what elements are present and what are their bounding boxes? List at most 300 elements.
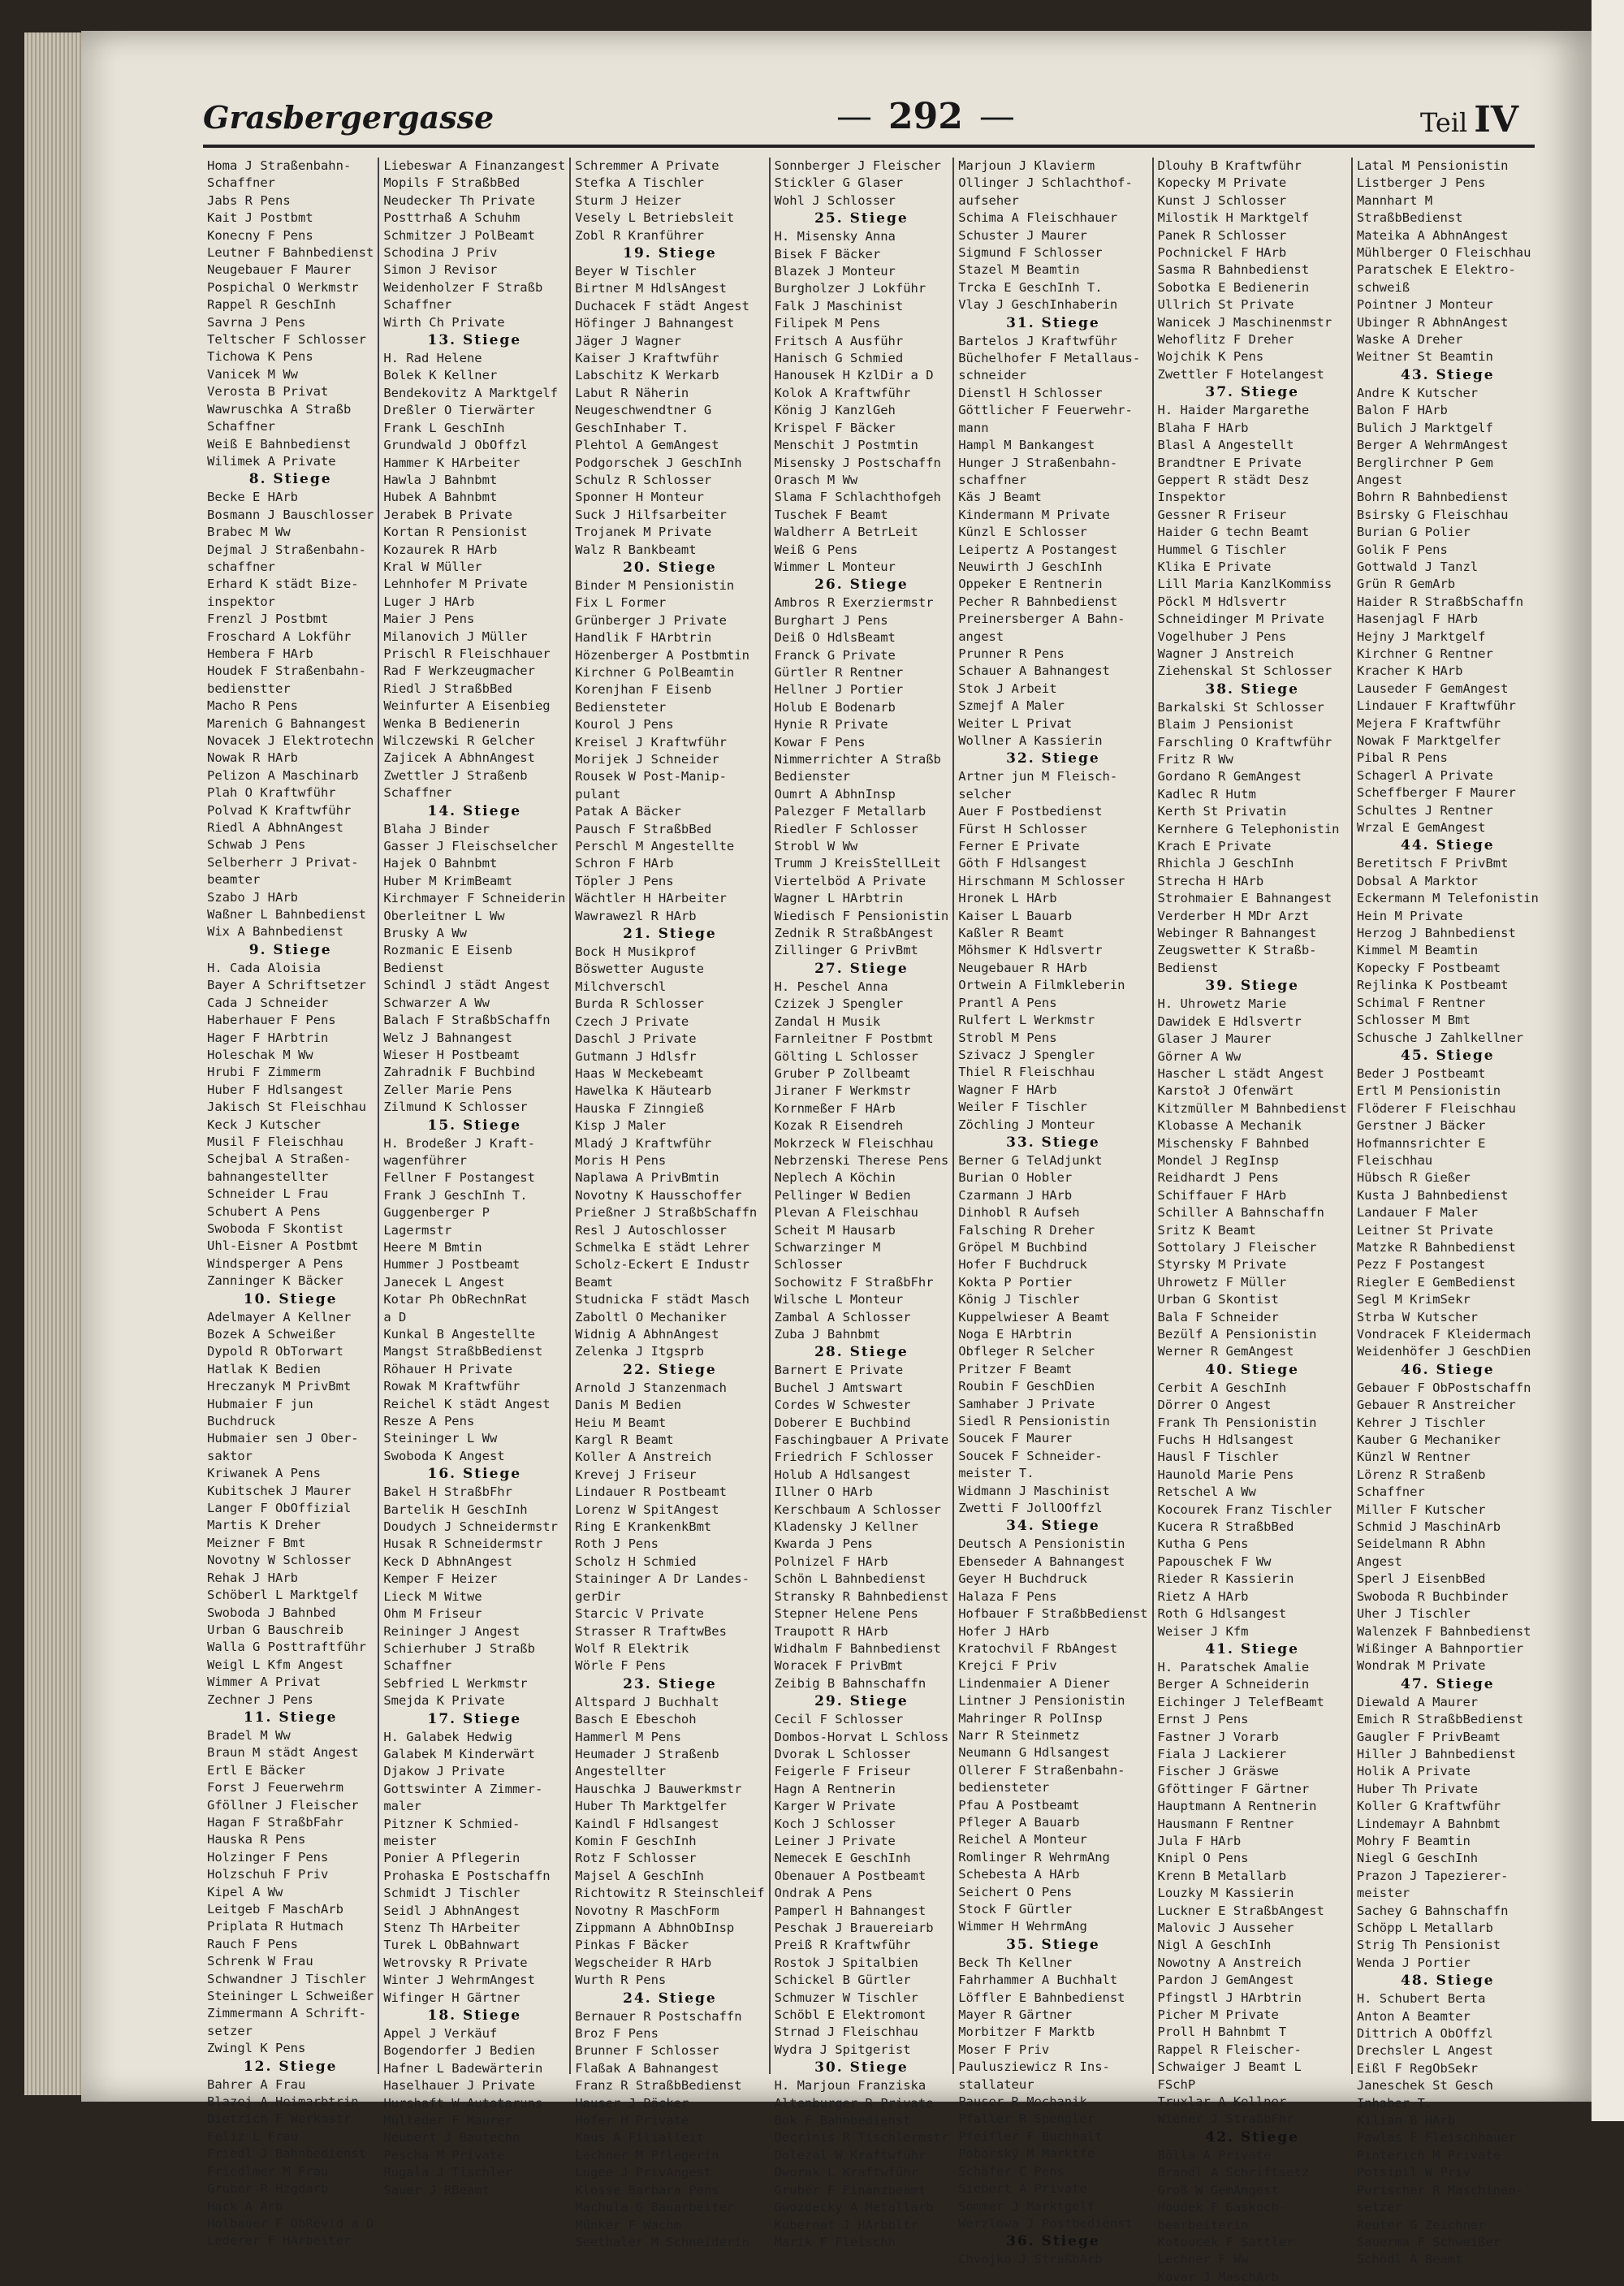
resident-entry: H. Cada Aloisia <box>207 960 321 975</box>
resident-entry: Gruber P Zollbeamt <box>774 1065 911 1081</box>
page-number: — 292 — <box>836 96 1015 137</box>
resident-entry: Poborský M Marktfe <box>958 2146 1095 2162</box>
resident-entry: H. Marjoun Franziska <box>774 2078 926 2094</box>
resident-entry: Turek L ObBahnwart <box>383 1938 520 1953</box>
resident-entry: Kisp J Maler <box>575 1118 667 1134</box>
resident-entry: Vlay J GeschInhaberin <box>958 297 1118 313</box>
resident-entry: Obfleger R Selcher <box>958 1344 1095 1359</box>
resident-entry: Sottolary J Fleischer <box>1157 1239 1317 1255</box>
stair-heading: 37. Stiege <box>1205 384 1299 401</box>
resident-entry: Mateika A AbhnAngest <box>1356 227 1509 243</box>
resident-entry: Hausmann F Rentner <box>1157 1816 1294 1831</box>
resident-entry: Nowak F Marktgelfer <box>1356 733 1501 748</box>
resident-entry: Pitzner K Schmied- <box>383 1816 520 1831</box>
resident-entry: Lechner F Ww <box>1157 2252 1249 2267</box>
resident-entry: Czizek J Spengler <box>774 996 904 1012</box>
stair-heading: 24. Stiege <box>623 1990 717 2007</box>
resident-entry: Waßner L Bahnbedienst <box>207 907 366 923</box>
stair-heading: 10. Stiege <box>243 1290 338 1307</box>
resident-entry: Duchacek F städt Angest <box>575 298 749 313</box>
resident-entry: Kaßler R Beamt <box>958 926 1065 941</box>
resident-entry: Samhaber J Private <box>958 1396 1095 1411</box>
resident-entry: Kaindl F Hdlsangest <box>575 1816 719 1831</box>
resident-entry: Franck G Private <box>774 647 896 663</box>
resident-entry: Stepner Helene Pens <box>774 1606 918 1622</box>
resident-entry: Brandl A Schriftsetz <box>1157 2165 1310 2180</box>
stair-heading: 36. Stiege <box>1006 2233 1100 2250</box>
stair-heading: 19. Stiege <box>623 245 717 262</box>
resident-entry: Klika E Private <box>1157 559 1272 574</box>
resident-entry: Wurth R Pens <box>575 1973 667 1988</box>
resident-entry: Künzl E Schlosser <box>958 525 1087 540</box>
resident-entry: Schremmer A Private <box>575 158 719 173</box>
resident-entry: Szmejf A Maler <box>958 698 1065 714</box>
resident-entry: Verderber H MDr Arzt <box>1157 908 1310 923</box>
resident-entry: Brusky A Ww <box>383 926 467 941</box>
resident-entry: Kimmel M Beamtin <box>1356 943 1479 958</box>
resident-entry: Kucera R StraßbBed <box>1157 1519 1294 1535</box>
resident-entry: Zelenka J Itgsprb <box>575 1344 704 1359</box>
resident-entry: Basch E Ebeschoh <box>575 1712 697 1727</box>
resident-entry: Richtowitz R Steinschleif <box>575 1886 765 1901</box>
resident-entry: Bradel M Ww <box>207 1727 291 1743</box>
resident-entry: Polnizel F HArb <box>774 1554 888 1569</box>
resident-entry: Roth G Hdlsangest <box>1157 1606 1287 1622</box>
resident-entry: Gruber F Finanzbeamt <box>774 2182 926 2197</box>
resident-entry: Riedl A AbhnAngest <box>207 820 343 836</box>
resident-entry: Schöbl E Elektromont <box>774 2007 926 2023</box>
resident-entry: Oumrt A AbhnInsp <box>774 786 896 802</box>
resident-entry: Hammerl M Pens <box>575 1729 681 1744</box>
stair-heading: 46. Stiege <box>1400 1361 1495 1378</box>
resident-entry: Neplech A Köchin <box>774 1170 896 1186</box>
resident-entry: Kovar J MaschArb <box>1157 2269 1279 2284</box>
resident-entry: Wagner J Anstreich <box>1157 646 1294 661</box>
resident-entry: Diewald A Maurer <box>1356 1694 1479 1709</box>
resident-entry: Papouschek F Ww <box>1157 1554 1272 1569</box>
resident-entry: Koller G Kraftwführ <box>1356 1799 1501 1814</box>
resident-entry: angest <box>958 629 1004 644</box>
resident-entry: Kaiser J Kraftwführ <box>575 351 719 366</box>
resident-entry: Czech J Private <box>575 1013 689 1029</box>
resident-entry: Brabec M Ww <box>207 525 291 540</box>
stair-heading: 13. Stiege <box>427 332 522 349</box>
resident-entry: Wimmer L Monteur <box>774 559 896 574</box>
resident-entry: Käs J Beamt <box>958 490 1042 505</box>
resident-entry: Kotar Ph ObRechnRat <box>383 1292 528 1307</box>
resident-entry: Woracek F PrivBmt <box>774 1658 904 1674</box>
resident-entry: Pospichal O Werkmstr <box>207 279 359 295</box>
resident-entry: Deiß O HdlsBeamt <box>774 630 896 646</box>
resident-entry: Hatlak K Bedien <box>207 1361 321 1376</box>
stair-heading: 32. Stiege <box>1006 750 1100 767</box>
resident-entry: Pausch F StraßbBed <box>575 821 712 836</box>
resident-entry: Altenburger R Private <box>774 2095 934 2111</box>
resident-entry: Stefka A Tischler <box>575 175 704 191</box>
resident-entry: Bozek A Schweißer <box>207 1327 336 1342</box>
resident-entry: Lagermstr <box>383 1222 452 1238</box>
resident-entry: Schwarzer A Ww <box>383 995 490 1010</box>
resident-entry: Klosse Barbara Pens <box>575 2182 719 2197</box>
resident-entry: Feigerle F Friseur <box>774 1764 911 1779</box>
resident-entry: Keck J Kutscher <box>207 1117 321 1132</box>
resident-entry: Zippmann A AbhnObInsp <box>575 1921 735 1935</box>
resident-entry: Hrubi F Zimmerm <box>207 1065 321 1080</box>
resident-entry: Pointner J Monteur <box>1356 297 1493 313</box>
resident-entry: Schaffner <box>1356 1484 1425 1500</box>
resident-entry: Teltscher F Schlosser <box>207 332 366 348</box>
resident-entry: Burgholzer J Lokführ <box>774 281 926 296</box>
resident-entry: Gebauer F ObPostschaffn <box>1356 1380 1531 1395</box>
resident-entry: Erhard K städt Bize- <box>207 577 359 592</box>
resident-entry: Pfaller R Spengler <box>958 2111 1095 2127</box>
resident-entry: Wörle F Pens <box>575 1658 667 1674</box>
resident-entry: Seidelmann R Abhn <box>1356 1536 1486 1552</box>
stair-heading: 35. Stiege <box>1006 1936 1100 1953</box>
resident-entry: Wawrawezl R HArb <box>575 908 697 923</box>
resident-entry: Trcka E GeschInh T. <box>958 279 1103 295</box>
resident-entry: Golik F Pens <box>1356 542 1448 557</box>
resident-entry: Rozmanic E Eisenb <box>383 943 512 958</box>
resident-entry: Webinger R Bahnangest <box>1157 926 1317 941</box>
resident-entry: Peschak J Brauereiarb <box>774 1921 934 1935</box>
resident-entry: Kortan R Pensionist <box>383 525 528 540</box>
resident-entry: Kernhere G Telephonistin <box>1157 821 1340 836</box>
resident-entry: Kerschbaum A Schlosser <box>774 1502 941 1517</box>
resident-entry: Hauska F Zinngieß <box>575 1100 704 1116</box>
resident-entry: Strasser R TraftwBes <box>575 1623 727 1639</box>
resident-entry: Novacek J Elektrotechn <box>207 733 374 748</box>
resident-entry: Wilsche L Monteur <box>774 1292 904 1307</box>
resident-entry: Zwettler F Hotelangest <box>1157 366 1324 382</box>
resident-entry: Hein M Private <box>1356 908 1463 923</box>
resident-entry: Pellinger W Bedien <box>774 1187 911 1203</box>
resident-entry: Naplawa A PrivBmtin <box>575 1170 719 1186</box>
resident-entry: Burghart J Pens <box>774 612 888 628</box>
resident-entry: Preinersberger A Bahn- <box>958 611 1125 627</box>
resident-entry: Schwaiger J Beamt L <box>1157 2059 1302 2075</box>
resident-entry: Schickel B Gürtler <box>774 1973 911 1988</box>
resident-entry: Louzky M Kassierin <box>1157 1886 1294 1901</box>
resident-entry: Martis K Dreher <box>207 1518 321 1533</box>
resident-entry: Majsel A GeschInh <box>575 1868 704 1883</box>
resident-entry: Bedienst <box>1157 960 1219 975</box>
resident-entry: Dörrer O Angest <box>1157 1398 1272 1413</box>
resident-entry: Welz J Bahnangest <box>383 1030 512 1045</box>
resident-entry: Hurshaft W Autotaruns <box>383 2095 543 2111</box>
resident-entry: Kral W Müller <box>383 559 482 574</box>
resident-entry: Dolezal W Kraftwführ <box>774 2147 926 2163</box>
resident-entry: Fix L Former <box>575 595 667 611</box>
resident-entry: Pardon J GemAngest <box>1157 1973 1294 1988</box>
resident-entry: Groß W GemAngest <box>1157 2182 1279 2197</box>
resident-entry: Flöderer F Fleischhau <box>1356 1100 1516 1116</box>
resident-entry: Reichel A Monteur <box>958 1832 1087 1847</box>
resident-entry: Hagan F StraßbFahr <box>207 1814 343 1830</box>
stair-heading: 22. Stiege <box>623 1361 717 1378</box>
column-1 <box>203 158 379 2249</box>
resident-entry: Kindermann M Private <box>958 507 1110 522</box>
resident-entry: Angestellter <box>575 1764 667 1779</box>
resident-entry: GeschInhaber T. <box>575 420 689 435</box>
resident-entry: Holub A Hdlsangest <box>774 1467 911 1482</box>
resident-entry: Scholz H Schmied <box>575 1554 697 1569</box>
resident-entry: Inhaber T. <box>1356 2095 1433 2111</box>
stair-heading: 23. Stiege <box>623 1675 717 1692</box>
resident-entry: Musil F Fleischhau <box>207 1134 343 1149</box>
resident-entry: Filipek M Pens <box>774 316 881 331</box>
resident-entry: Zeibig B Bahnschaffn <box>774 1675 926 1691</box>
resident-entry: Zobl R Kranführer <box>575 227 704 243</box>
resident-entry: Dworak L Kraftwführ <box>774 2165 918 2180</box>
resident-entry: Gwozdecky A Metallarb <box>774 2200 934 2215</box>
resident-entry: Schödl A Beamt <box>1356 2252 1463 2267</box>
resident-entry: Bahrer A Frau <box>207 2076 306 2092</box>
resident-entry: Hreczanyk M PrivBmt <box>207 1379 352 1394</box>
resident-entry: Wetrovsky R Private <box>383 1955 528 1970</box>
resident-entry: Kirchmayer F Schneiderin <box>383 891 566 906</box>
resident-entry: Schmuzer W Tischler <box>774 1990 918 2005</box>
resident-entry: Weidenhöfer J GeschDien <box>1356 1344 1531 1359</box>
resident-entry: Bedienst <box>383 960 444 975</box>
resident-entry: Koller A Anstreich <box>575 1450 712 1465</box>
resident-entry: Hummel G Tischler <box>1157 542 1287 557</box>
resident-entry: pulant <box>575 786 621 802</box>
resident-entry: Prazon J Tapezierer- <box>1356 1868 1509 1883</box>
column-4 <box>771 158 955 2249</box>
resident-entry: Illner O HArb <box>774 1484 873 1500</box>
resident-entry: Jerabek B Private <box>383 507 512 522</box>
resident-entry: Hirschmann M Schlosser <box>958 873 1125 888</box>
resident-entry: Hofer J HArb <box>958 1623 1050 1639</box>
column-2 <box>379 158 571 2197</box>
resident-entry: Wilimek A Private <box>207 453 336 469</box>
resident-entry: Ollerer F Straßenbahn- <box>958 1762 1125 1778</box>
resident-entry: Holik A Private <box>1356 1764 1471 1779</box>
resident-entry: Kuppelwieser A Beamt <box>958 1309 1110 1324</box>
resident-entry: Rugala J Tischler <box>383 2165 512 2180</box>
resident-entry: Dietrich F Werkmstr <box>207 2111 352 2127</box>
resident-entry: Savrna J Pens <box>207 314 306 330</box>
resident-entry: Slama F Schlachthofgeh <box>774 490 941 505</box>
resident-entry: wagenführer <box>383 1152 467 1168</box>
resident-entry: Djakow J Private <box>383 1764 505 1779</box>
resident-entry: Kowar F Pens <box>774 734 866 750</box>
resident-entry: Stransky R Bahnbedienst <box>774 1588 949 1604</box>
resident-entry: Schima A Fleischhauer <box>958 210 1118 226</box>
resident-entry: Guggenberger P <box>383 1205 490 1221</box>
resident-entry: Staininger A Dr Landes- <box>575 1571 749 1587</box>
resident-entry: Schön L Bahnbedienst <box>774 1571 926 1587</box>
resident-entry: Haider R StraßbSchaffn <box>1356 594 1524 609</box>
column-3 <box>571 158 770 2249</box>
resident-entry: Noga E HArbtrin <box>958 1327 1073 1342</box>
resident-entry: Tuschek F Beamt <box>774 507 888 522</box>
resident-entry: Grünberger J Private <box>575 612 727 628</box>
resident-entry: Riegler E GemBedienst <box>1356 1274 1516 1290</box>
resident-entry: Kocourek Franz Tischler <box>1157 1502 1332 1517</box>
resident-entry: setzer <box>1356 2200 1402 2215</box>
resident-entry: a D <box>383 1309 407 1324</box>
adjacent-page-edge <box>1592 0 1624 2121</box>
resident-entry: Burian O Hobler <box>958 1170 1073 1186</box>
resident-entry: Töpler J Pens <box>575 873 674 888</box>
resident-entry: Hejny J Marktgelf <box>1356 629 1486 644</box>
resident-entry: Hanisch G Schmied <box>774 351 904 366</box>
resident-entry: Schindl J städt Angest <box>383 978 551 993</box>
resident-entry: Schwandner J Tischler <box>207 1971 366 1986</box>
resident-entry: Wydra J Spitgerist <box>774 2042 911 2057</box>
resident-entry: Anton A Beamter <box>1356 2008 1471 2024</box>
resident-entry: Mannhart M <box>1356 192 1433 208</box>
resident-entry: Milostik H Marktgelf <box>1157 210 1310 226</box>
resident-entry: Wanicek J Maschinenmstr <box>1157 314 1332 330</box>
resident-entry: Doudych J Schneidermstr <box>383 1519 558 1535</box>
resident-entry: Pelizon A Maschinarb <box>207 767 359 783</box>
resident-entry: Gürtler R Rentner <box>774 664 904 680</box>
resident-entry: Altspard J Buchhalt <box>575 1694 719 1709</box>
resident-entry: Wächtler H HArbeiter <box>575 891 727 906</box>
resident-entry: Uhl-Eisner A Postbmt <box>207 1238 359 1254</box>
resident-entry: Hampl M Bankangest <box>958 438 1095 453</box>
resident-entry: Jula F HArb <box>1157 1833 1242 1848</box>
resident-entry: Bok F Bahnbedienst <box>774 2113 911 2128</box>
resident-entry: Widhalm F Bahnbedienst <box>774 1640 941 1656</box>
resident-entry: Mayer R Gärtner <box>958 2007 1073 2023</box>
resident-entry: Schlosser <box>774 1257 843 1273</box>
resident-entry: Kadlec R Hutm <box>1157 786 1256 802</box>
resident-entry: Milanovich J Müller <box>383 629 528 644</box>
resident-entry: Emich R StraßbBedienst <box>1356 1712 1524 1727</box>
resident-entry: maler <box>383 1799 421 1814</box>
resident-entry: Lechner M Pflegerin <box>575 2147 719 2163</box>
resident-entry: Geyer H Buchdruck <box>958 1571 1087 1587</box>
resident-entry: Windsperger A Pens <box>207 1255 343 1271</box>
resident-entry: Huber Th Private <box>1356 1781 1479 1796</box>
resident-entry: Hascher L städt Angest <box>1157 1065 1324 1081</box>
resident-entry: Fastner J Vorarb <box>1157 1729 1279 1744</box>
resident-entry: Krach E Private <box>1157 839 1272 854</box>
resident-entry: Dejmal J Straßenbahn- <box>207 542 366 557</box>
stair-heading: 47. Stiege <box>1400 1675 1495 1692</box>
resident-entry: Uher J Tischler <box>1356 1606 1471 1622</box>
resident-entry: Houdek F Straßenbahn- <box>207 663 366 679</box>
resident-entry: gerDir <box>575 1588 621 1604</box>
resident-entry: Sebfried L Werkmstr <box>383 1675 528 1691</box>
resident-entry: Lehnhofer M Private <box>383 577 528 592</box>
stair-heading: 28. Stiege <box>814 1344 909 1361</box>
resident-entry: Kolok A Kraftwführ <box>774 385 911 400</box>
resident-entry: Neugebauer F Maurer <box>207 262 352 278</box>
resident-entry: Schusche J Zahlkellner <box>1356 1030 1524 1045</box>
resident-entry: Münker F Wachm <box>575 2217 681 2232</box>
resident-entry: Schauer A Bahnangest <box>958 663 1110 679</box>
directory-columns <box>203 158 1539 2284</box>
resident-entry: Preiß R Kraftwführ <box>774 1938 911 1953</box>
resident-entry: Pritzer F Beamt <box>958 1361 1073 1376</box>
resident-entry: Balon F HArb <box>1356 403 1448 418</box>
resident-entry: Schodina J Priv <box>383 245 498 261</box>
resident-entry: Narr R Steinmetz <box>958 1727 1080 1743</box>
resident-entry: Weinfurter A Eisenbieg <box>383 698 551 714</box>
resident-entry: Hammer K HArbeiter <box>383 455 520 470</box>
resident-entry: Gebauer R Anstreicher <box>1356 1398 1516 1413</box>
resident-entry: Urban G Bauschreib <box>207 1622 343 1637</box>
resident-entry: Hübsch R Gießer <box>1356 1170 1471 1186</box>
resident-entry: Dienstl H Schlosser <box>958 385 1103 400</box>
resident-entry: Schaffner <box>383 785 452 801</box>
resident-entry: Winter J WehrmAngest <box>383 1973 535 1988</box>
resident-entry: Steininger L Schweißer <box>207 1989 374 2004</box>
resident-entry: Labut R Näherin <box>575 385 689 400</box>
resident-entry: Braun M städt Angest <box>207 1745 359 1761</box>
resident-entry: Lederer F HArbeiter <box>207 2233 352 2249</box>
resident-entry: Heiu M Beamt <box>575 1415 667 1430</box>
resident-entry: Kourol J Pens <box>575 717 674 732</box>
resident-entry: Wimmer H WehrmAng <box>958 1919 1087 1934</box>
resident-entry: Geppert R städt Desz <box>1157 472 1310 487</box>
resident-entry: Rehak J HArb <box>207 1570 298 1585</box>
resident-entry: Kutha G Pens <box>1157 1536 1249 1552</box>
resident-entry: Seichert O Pens <box>958 1884 1073 1899</box>
resident-entry: saktor <box>207 1448 253 1463</box>
resident-entry: Zuba J Bahnbmt <box>774 1327 881 1342</box>
resident-entry: Klobasse A Mechanik <box>1157 1118 1302 1134</box>
resident-entry: Ortwein A Filmkleberin <box>958 978 1125 993</box>
resident-entry: Pamperl H Bahnangest <box>774 1903 926 1918</box>
resident-entry: Kemper F Heizer <box>383 1571 498 1587</box>
resident-entry: Hasenjagl F HArb <box>1356 611 1479 627</box>
resident-entry: Fiala J Lackierer <box>1157 1746 1287 1761</box>
resident-entry: Beretitsch F PrivBmt <box>1356 856 1509 871</box>
resident-entry: meister <box>1356 1886 1410 1901</box>
resident-entry: Birtner M HdlsAngest <box>575 281 727 296</box>
resident-entry: Wirth Ch Private <box>383 314 505 330</box>
resident-entry: Novotny K Hausschoffer <box>575 1187 742 1203</box>
resident-entry: Friedl J Bahnbedienst <box>207 2146 366 2162</box>
resident-entry: Weiser J Kfm <box>1157 1623 1249 1639</box>
resident-entry: Potsipil W Priv <box>1356 2165 1471 2180</box>
resident-entry: Purischer R Maschinen- <box>1356 2182 1524 2197</box>
resident-entry: Barnert E Private <box>774 1363 904 1378</box>
resident-entry: Hummer J Postbeamt <box>383 1257 520 1273</box>
resident-entry: Waldherr A BetrLeit <box>774 525 918 540</box>
resident-entry: Langer F ObOffizial <box>207 1501 352 1516</box>
resident-entry: Pfleger A Bauarb <box>958 1814 1080 1830</box>
stair-heading: 40. Stiege <box>1205 1361 1299 1378</box>
resident-entry: Hajek O Bahnbmt <box>383 856 498 871</box>
page-number-value: 292 <box>888 96 963 137</box>
resident-entry: Walz R Bankbeamt <box>575 542 697 557</box>
resident-entry: Fürst H Schlosser <box>958 821 1087 836</box>
resident-entry: Dypold R ObTorwart <box>207 1344 343 1359</box>
resident-entry: Czarmann J HArb <box>958 1187 1073 1203</box>
stair-heading: 43. Stiege <box>1400 366 1495 383</box>
resident-entry: Bogendorfer J Bedien <box>383 2043 535 2059</box>
resident-entry: Hanousek H KzlDir a D <box>774 368 934 383</box>
resident-entry: Sperl J EisenbBed <box>1356 1571 1486 1587</box>
resident-entry: Kopecky F Postbeamt <box>1356 960 1501 975</box>
resident-entry: Morijek J Schneider <box>575 752 719 767</box>
resident-entry: Röhauer H Private <box>383 1361 512 1376</box>
resident-entry: Göttlicher F Feuerwehr- <box>958 403 1133 418</box>
resident-entry: Jabs R Pens <box>207 192 291 208</box>
resident-entry: Krispel F Bäcker <box>774 420 896 435</box>
resident-entry: Gottwald J Tanzl <box>1356 559 1479 574</box>
stair-heading: 30. Stiege <box>814 2059 909 2076</box>
resident-entry: Vogelhuber J Pens <box>1157 629 1287 644</box>
stair-heading: 9. Stiege <box>248 941 332 958</box>
